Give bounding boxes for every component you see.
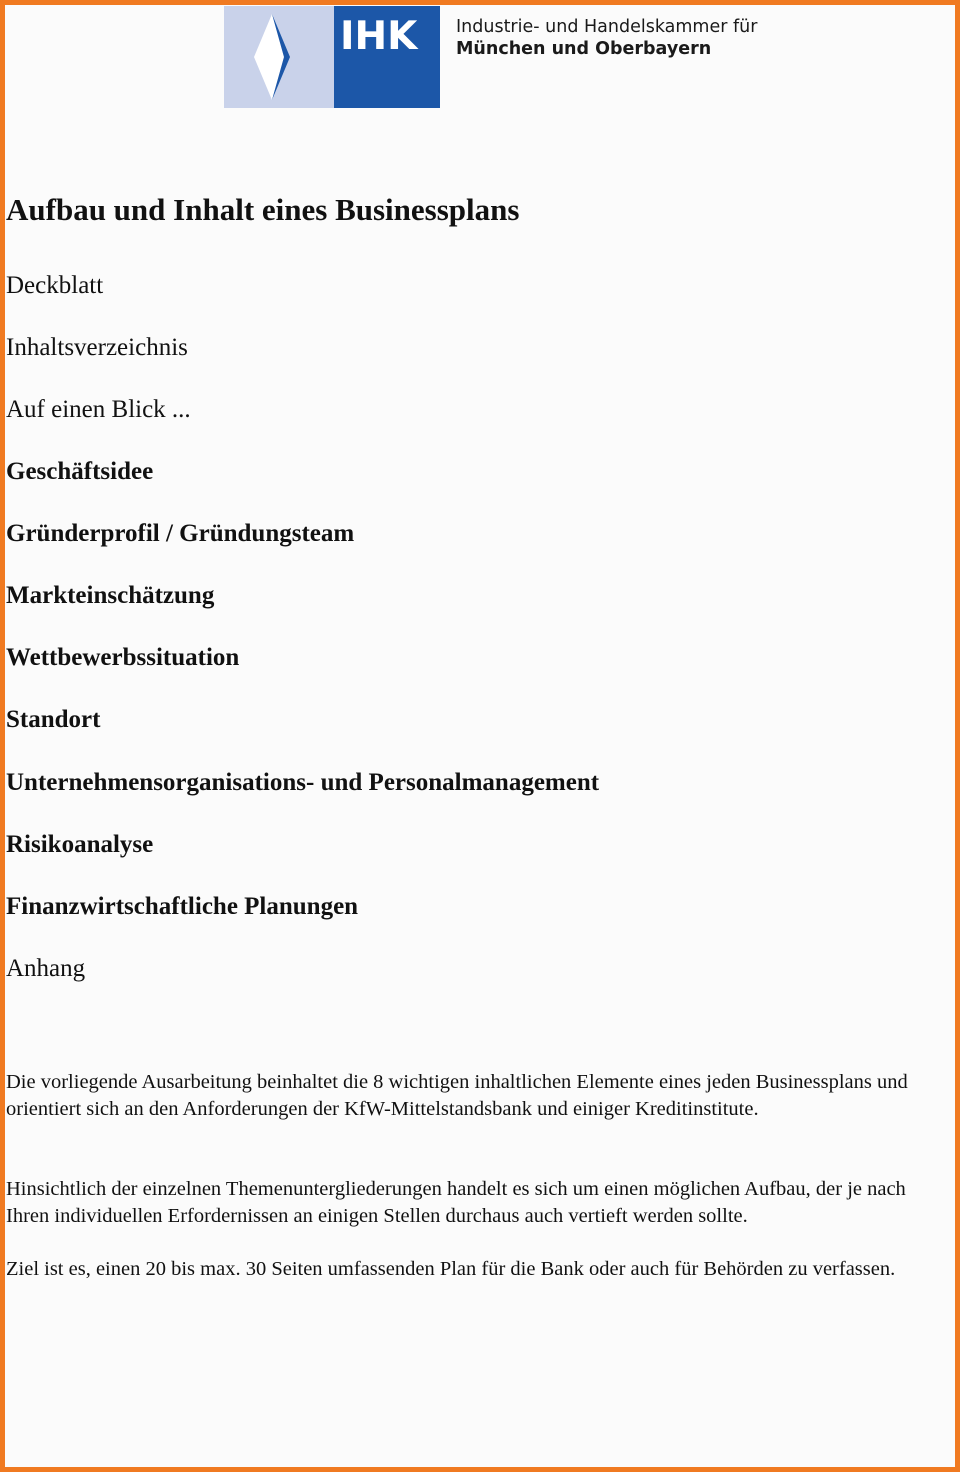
paragraph-intro: Die vorliegende Ausarbeitung beinhaltet die 8 wichtigen inhaltlichen Elemente eines jeden Businessplans und orientiert sich an den Anforderungen der KfW-Mittelstandsbank und einiger Kreditinstitute. xyxy=(6,1071,908,1120)
ihk-logo xyxy=(224,6,764,110)
toc-item-auf-einen-blick: Auf einen Blick ... xyxy=(6,396,191,423)
toc-item-gruenderprofil: Gründerprofil / Gründungsteam xyxy=(6,520,355,547)
logo-line-1: Industrie- und Handelskammer für xyxy=(456,17,758,37)
toc-item-geschaeftsidee: Geschäftsidee xyxy=(6,458,154,485)
logo-blue-panel xyxy=(334,6,440,108)
toc-item-inhaltsverzeichnis: Inhaltsverzeichnis xyxy=(6,334,188,361)
toc-item-unternehmensorganisation: Unternehmensorganisations- und Personalmanagement xyxy=(6,769,600,796)
toc-item-wettbewerbssituation: Wettbewerbssituation xyxy=(6,644,240,671)
logo-line-2: München und Oberbayern xyxy=(456,39,712,59)
toc-item-standort: Standort xyxy=(6,706,101,733)
paragraph-ziel: Ziel ist es, einen 20 bis max. 30 Seiten umfassenden Plan für die Bank oder auch für Behörden zu verfassen. xyxy=(6,1258,896,1280)
toc-item-anhang: Anhang xyxy=(6,955,86,982)
diamond-icon xyxy=(224,6,334,108)
logo-abbreviation: IHK xyxy=(340,14,418,59)
logo-organization-name xyxy=(456,16,757,60)
toc-item-deckblatt: Deckblatt xyxy=(6,272,104,299)
toc-item-finanzplanung: Finanzwirtschaftliche Planungen xyxy=(6,893,359,920)
paragraph-themen: Hinsichtlich der einzelnen Themenuntergliederungen handelt es sich um einen möglichen Aufbau, der je nach Ihren individuellen Erfordernissen an einigen Stellen durchaus auch vertieft werden sollte. xyxy=(6,1178,906,1227)
toc-item-markteinschaetzung: Markteinschätzung xyxy=(6,582,215,609)
toc-item-risikoanalyse: Risikoanalyse xyxy=(6,831,154,858)
document-title: Aufbau und Inhalt eines Businessplans xyxy=(6,192,520,227)
